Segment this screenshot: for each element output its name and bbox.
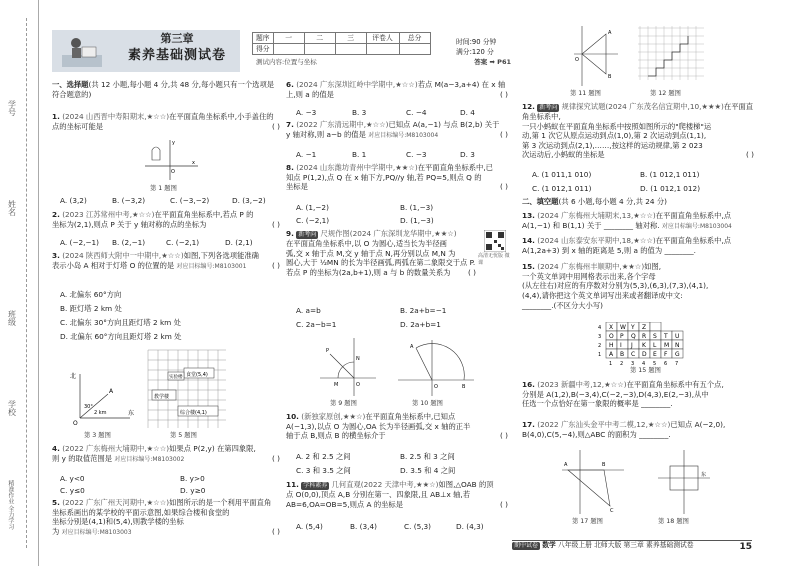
svg-text:x: x (192, 160, 195, 166)
grid-letter: L (653, 342, 657, 349)
figure-q11-triangle (572, 24, 620, 88)
option-c[interactable]: C. 2a−b=1 (296, 320, 337, 329)
question-text: y 轴对称,则 a−b 的值是 (286, 129, 366, 139)
option-c[interactable]: C. (−2,1) (296, 216, 330, 225)
question-text[interactable]: B(4,0),C(5,−4),则△ABC 的面积为 ________. (522, 429, 671, 439)
question-number: 12. (522, 102, 535, 111)
question-text: 在平面直角坐标系中,小手盖住的点的坐标可能是 (52, 112, 274, 131)
score-cell: 一 (273, 33, 304, 44)
question-13 (522, 211, 754, 231)
question-text: 坐标分别是(4,1)和(5,4),则教学楼的坐标 (52, 517, 184, 527)
svg-text:A: A (410, 344, 414, 350)
question-source: (2022 广东清远期中,★☆☆) (296, 120, 389, 129)
svg-text:C: C (610, 508, 614, 514)
target-code: 对应目标编号:M8103004 (661, 222, 732, 230)
question-source: 尺规作图(2024 广东深圳龙华期中,★★☆) (320, 229, 457, 238)
question-source: (2024 山西晋中寿阳期末,★☆☆) (62, 112, 170, 121)
class-label: 班级 (7, 310, 17, 326)
svg-text:A: A (608, 30, 612, 36)
question-16 (522, 380, 754, 409)
answer-blank[interactable]: ( ) (467, 267, 476, 277)
question-text: 在平面直角坐标系中,已 (417, 163, 493, 172)
grid-letter: S (653, 333, 657, 340)
question-text: A(−1,3),以点 O 为圆心,OA 长为半径画弧,交 x 轴的正半 (286, 421, 471, 431)
question-6 (286, 80, 508, 99)
question-text[interactable]: A(1,−1) 和 B(1,1) 关于 ________ 轴对称. (522, 220, 660, 230)
page-number: 15 (739, 542, 752, 552)
question-text: 弧,交 x 轴于点 M,交 y 轴于点 N,再分别以点 M,N 为 (286, 248, 456, 258)
option-b[interactable]: B. (−3,2) (112, 196, 146, 205)
grid-letter: F (664, 351, 668, 358)
chapter-number: 第三章 (160, 32, 194, 45)
question-text: (从左往右)对应的有序数对分别为(5,3),(6,3),(7,3),(4,1), (522, 281, 709, 291)
row-label: 1 (598, 352, 602, 358)
question-text: 已知点 A(a,−1) 与点 B(2,b) 关于 (388, 120, 500, 129)
score-cell: 总分 (399, 33, 430, 44)
distance-label: 2 km (94, 410, 107, 416)
figure-caption: 第 11 题图 (570, 90, 601, 97)
option-c[interactable]: C. y≤0 (60, 486, 85, 495)
question-source: (2024 山东泰安东平期中,18,★☆☆) (537, 236, 656, 245)
figure-q1-coordinate-hand (140, 138, 200, 182)
question-text: 上,则 a 的值是 (286, 89, 334, 99)
figure-caption: 第 12 题图 (650, 90, 681, 97)
section-1-header (52, 80, 280, 99)
option-b[interactable]: B. (1,−3) (400, 203, 434, 212)
figure-q18-cross (656, 448, 712, 516)
answer-blank[interactable]: ( ) (271, 526, 280, 536)
question-text: 分别是 A(1,2),B(−3,4),C(−2,−3),D(4,3),E(2,−3),从中 (522, 389, 709, 399)
answer-blank[interactable]: ( ) (499, 89, 508, 99)
question-text: 已知点 A(−2,0), (670, 420, 726, 429)
question-14 (522, 236, 754, 255)
option-c[interactable]: C. (−2,1) (166, 238, 200, 247)
svg-text:O: O (434, 384, 438, 390)
grid-letter: H (609, 342, 614, 349)
binding-line (26, 18, 27, 548)
answer-blank[interactable]: ( ) (271, 219, 280, 229)
grid-letter: A (609, 351, 614, 358)
name-label: 姓名 (7, 200, 17, 216)
grid-letter: O (609, 333, 614, 340)
question-text: 点 O(0,0),顶点 A,B 分别在第一、四象限,且 AB⊥x 轴,若 (286, 489, 471, 499)
question-1 (52, 112, 280, 131)
time-limit: 时间:90 分钟 (456, 38, 497, 46)
north-label: 北 (70, 373, 77, 380)
option-d[interactable]: D. (1,−3) (400, 216, 434, 225)
page-footer (512, 540, 752, 554)
section-desc: (共 12 小题,每小题 4 分,共 48 分,每小题只有一个选项是符合题意的) (52, 80, 275, 99)
question-text: 坐标为(2,1),则点 P 关于 y 轴对称的点的坐标为 (52, 219, 207, 229)
svg-text:B: B (602, 462, 606, 468)
question-number: 6. (286, 80, 294, 89)
figure-q9-construction (318, 336, 378, 398)
row-label: 2 (598, 343, 602, 349)
grid-letter: E (653, 351, 657, 358)
score-cell: 题序 (253, 33, 274, 44)
row-label: 3 (598, 334, 602, 340)
svg-text:东: 东 (701, 472, 707, 478)
figure-caption: 第 18 题图 (658, 518, 689, 525)
grid-letter: Y (631, 324, 635, 331)
question-2 (52, 210, 280, 229)
figure-q12-staircase (636, 24, 706, 88)
question-text: 若点 M(a−3,a+4) 在 x 轴 (417, 80, 506, 89)
figure-q17-triangle (560, 448, 626, 516)
section-2-header (522, 197, 754, 207)
option-a[interactable]: A. (5,4) (296, 522, 323, 531)
answer-blank[interactable]: ( ) (271, 260, 280, 270)
literacy-badge: 学科素养 (303, 482, 328, 489)
question-text: 若点 P 的坐标为(2a,b+1),则 a 与 b 的数量关系为 (286, 267, 451, 277)
score-input[interactable] (304, 44, 335, 55)
figure-caption: 第 17 题图 (572, 518, 603, 525)
svg-text:N: N (356, 356, 360, 362)
qr-caption: 高清无忧版 微课 (478, 253, 510, 266)
grid-letter: U (675, 333, 680, 340)
footer-edition: 北师大版 (594, 541, 622, 549)
grid-letter: R (642, 333, 647, 340)
figure-q3-compass (60, 368, 140, 430)
figure-q10-arc (396, 336, 476, 398)
target-code: 对应目标编号:M8103002 (114, 455, 185, 463)
question-source: (2024 山东潍坊青州中学期中,★★☆) (296, 163, 418, 172)
footer-brand: 期中试卷 (514, 542, 539, 549)
option-a[interactable]: A. (−2,−1) (60, 238, 100, 247)
question-text: 轴于点 B,则点 B 的横坐标介于 (286, 431, 386, 441)
option-b[interactable]: B. 距灯塔 2 km 处 (60, 304, 122, 313)
grid-letter: C (631, 351, 636, 358)
question-number: 3. (52, 251, 60, 260)
question-source: (2022 广东梅州大埔期中,★☆☆) (62, 444, 170, 453)
target-code: 对应目标编号:M8103004 (368, 131, 439, 139)
column-label: 3 (631, 361, 635, 366)
question-17 (522, 420, 754, 439)
question-8 (286, 163, 508, 192)
option-c[interactable]: C. (−3,−2) (170, 196, 210, 205)
target-code: 对应目标编号:M8103001 (176, 262, 247, 270)
question-source: (2022 广东广州天河期中,★☆☆) (62, 498, 170, 507)
question-text: 第 3 次运动到点(2,1),……,按这样的运动规律,第 2 023 (522, 140, 703, 150)
grid-cell (617, 340, 628, 349)
east-label: 东 (128, 410, 135, 417)
grid-letter: I (620, 342, 622, 349)
question-source: (2023 新疆中考,12,★☆☆) (537, 380, 627, 389)
answer-blank[interactable]: ( ) (745, 150, 754, 160)
chapter-banner (52, 30, 240, 72)
figure-caption: 第 5 题图 (170, 432, 197, 439)
question-5 (52, 498, 280, 537)
svg-text:O: O (171, 169, 175, 175)
question-12 (522, 102, 754, 160)
option-d[interactable]: D. (2,1) (225, 238, 253, 247)
question-text: 坐标系画出的某学校的平面示意图,如果综合楼和食堂的 (52, 507, 230, 517)
question-text: 表示小岛 A 相对于灯塔 O 的位置的是 (52, 260, 175, 270)
grid-letter: D (642, 351, 647, 358)
question-text: 在平面直角坐标系中,若点 P 的 (154, 210, 254, 219)
grid-letter: J (631, 342, 633, 349)
new-trend-badge: 新考向 (539, 104, 558, 111)
grid-letter: G (675, 351, 680, 358)
score-input[interactable] (399, 44, 430, 55)
question-text: 如果点 P(2,y) 在第四象限, (169, 444, 256, 453)
figure-caption: 第 1 题图 (150, 185, 177, 192)
option-b[interactable]: B. 3 (352, 108, 367, 117)
option-d[interactable]: D. 3 (460, 150, 475, 159)
option-d[interactable]: D. (3,−2) (232, 196, 266, 205)
question-text: 圆心,大于 ½MN 的长为半径画弧,两弧在第二象限交于点 P. (286, 258, 476, 268)
option-b[interactable]: B. (1 012,1 011) (640, 170, 700, 179)
svg-text:y: y (172, 140, 175, 146)
option-b[interactable]: B. (3,4) (350, 522, 377, 531)
question-4 (52, 444, 280, 464)
question-text: 在平面直角坐标系中,已知点 (365, 412, 456, 421)
question-source: (新独家原创,★★☆) (301, 412, 366, 421)
option-d[interactable]: D. 3.5 和 4 之间 (400, 466, 456, 475)
svg-text:B: B (462, 384, 466, 390)
option-d[interactable]: D. (4,3) (456, 522, 484, 531)
figure-caption: 第 15 题图 (630, 367, 661, 374)
question-text: 则 y 的取值范围是 (52, 453, 113, 463)
question-source: 规律探究试题(2024 广东茂名信宜期中,10,★★★) (561, 102, 724, 111)
question-text: (4,4),请你把这个英文单词写出来或者翻译成中文: (522, 290, 683, 300)
question-text: 在平面直角坐标系中有五个点, (626, 380, 724, 389)
question-source: (2022 广东汕头金平中考二模,12,★☆☆) (537, 420, 671, 429)
question-number: 13. (522, 211, 535, 220)
grid-letter: X (609, 324, 614, 331)
grid-letter: P (620, 333, 624, 340)
option-d[interactable]: D. (1 012,1 012) (640, 184, 701, 193)
option-a[interactable]: A. a=b (296, 306, 321, 315)
column-label: 5 (653, 361, 657, 366)
column-label: 6 (664, 361, 668, 366)
question-source: (2024 陕西师大附中一中期中,★☆☆) (62, 251, 184, 260)
hand-icon (152, 147, 160, 160)
question-text: 坐标是 (286, 182, 308, 192)
question-number: 4. (52, 444, 60, 453)
question-text: 如图, (644, 262, 662, 271)
time-info (456, 37, 496, 57)
question-number: 8. (286, 163, 294, 172)
option-d[interactable]: D. 2a+b=1 (400, 320, 441, 329)
footer-title: 素养基础测试卷 (646, 541, 694, 549)
question-text[interactable]: ________.(不区分大小写) (522, 300, 603, 310)
column-label: 2 (620, 361, 624, 366)
test-scope-line (256, 58, 511, 67)
grid-letter: M (664, 342, 670, 349)
student-id-label: 学号 (7, 100, 17, 116)
score-input[interactable] (273, 44, 304, 55)
question-source: (2023 江苏常州中考,★☆☆) (62, 210, 155, 219)
option-c[interactable]: C. (5,3) (404, 522, 432, 531)
grid-letter: B (620, 351, 625, 358)
footer-grade: 八年级上册 (557, 541, 592, 549)
question-text: AB=6,OA=OB=5,则点 A 的坐标是 (286, 499, 404, 509)
answer-blank[interactable]: ( ) (499, 182, 508, 192)
test-scope: 测试内容:位置与坐标 (256, 58, 317, 66)
qr-code-icon[interactable] (484, 230, 506, 252)
svg-text:M: M (334, 382, 339, 388)
sidebar-logo: 精准作业 全力学习 (6, 480, 14, 530)
option-d[interactable]: D. 北偏东 60°方向且距灯塔 2 km 处 (60, 332, 182, 341)
question-text: 如图,△OAB 的顶 (438, 480, 494, 489)
grid-letter: K (642, 342, 646, 349)
question-15 (522, 262, 754, 310)
question-number: 14. (522, 236, 535, 245)
grid-letter: Z (642, 324, 647, 331)
target-code: 对应目标编号:M8103003 (61, 528, 132, 536)
figure-caption: 第 10 题图 (412, 400, 443, 407)
row-label: 4 (598, 325, 602, 331)
question-text: 知点 P(1,2),点 Q 在 x 轴下方,PQ//y 轴,若 PQ=5,则点 Q 的 (286, 172, 482, 182)
option-c[interactable]: C. −3 (406, 150, 427, 159)
complex-building-label: 综合楼(4,1) (180, 410, 207, 416)
option-b[interactable]: B. 2.5 和 3 之间 (400, 452, 455, 461)
svg-text:P: P (326, 348, 330, 354)
point-o-label: O (73, 420, 78, 427)
question-text: 次运动后,小蚂蚁的坐标是 (522, 150, 605, 160)
binding-margin (0, 0, 39, 566)
question-text: 为 (52, 526, 60, 536)
score-cell: 三 (335, 33, 366, 44)
section-desc: (共 6 小题,每小题 4 分,共 24 分) (558, 197, 667, 206)
footer-chapter: 第三章 (623, 541, 644, 549)
option-d[interactable]: D. y≥0 (180, 486, 206, 495)
score-input[interactable] (366, 44, 399, 55)
score-cell: 二 (304, 33, 335, 44)
score-cell: 评卷人 (366, 33, 399, 44)
question-text: 一只小蚂蚁在平面直角坐标系中按照如图所示的"爬楼梯"运 (522, 121, 712, 131)
grid-letter: Q (631, 333, 636, 340)
question-source: (2024 广东梅州丰顺期中,★★☆) (537, 262, 645, 271)
grid-letter: T (664, 333, 668, 340)
option-a[interactable]: A. (1,−2) (296, 203, 329, 212)
school-label: 学校 (7, 400, 17, 416)
question-text: 如图所示的是一个利用平面直角 (169, 498, 272, 507)
grid-cell (650, 322, 661, 331)
svg-text:B: B (608, 74, 612, 80)
question-text: 一个英文单词中用网格表示出来,各个字母 (522, 271, 656, 281)
svg-text:O: O (575, 57, 579, 63)
question-text: 动,第 1 次它从原点运动到点(1,0),第 2 次运动到点(1,1), (522, 131, 707, 141)
lab-building-label: 实验楼 (169, 375, 183, 380)
section-title: 二、填空题 (522, 197, 559, 206)
canteen-label: 食堂(5,4) (186, 372, 208, 378)
figure-q15-letter-grid (596, 322, 696, 366)
column-label: 7 (675, 361, 679, 366)
option-c[interactable]: C. 北偏东 30°方向且距灯塔 2 km 处 (60, 318, 181, 327)
question-number: 5. (52, 498, 60, 507)
answer-blank[interactable]: ( ) (271, 453, 280, 463)
question-source: (2024 广东梅州大埔期末,13,★☆☆) (537, 211, 656, 220)
figure-q5-school-map (146, 348, 228, 430)
grid-letter: W (620, 324, 626, 331)
new-trend-badge: 新考向 (298, 231, 317, 238)
question-text[interactable]: A(1,2a+3) 到 x 轴的距离是 5,则 a 的值为 ________. (522, 245, 696, 255)
question-text[interactable]: 任选一个点恰好在第一象限的概率是 ________. (522, 399, 673, 409)
score-input[interactable] (335, 44, 366, 55)
question-11 (286, 480, 508, 509)
question-number: 2. (52, 210, 60, 219)
question-9 (286, 229, 476, 277)
option-a[interactable]: A. (1 011,1 010) (532, 170, 592, 179)
option-a[interactable]: A. −3 (296, 108, 317, 117)
question-text: 在平面直角坐标系中, (522, 102, 754, 121)
question-text: 在平面直角坐标系中,以 O 为圆心,适当长为半径画 (286, 238, 447, 248)
column-label: 1 (609, 361, 613, 366)
question-text: 如图,下列各选项能准确 (183, 251, 259, 260)
footer-subject: 数学 (542, 541, 556, 549)
option-c[interactable]: C. 3 和 3.5 之间 (296, 466, 351, 475)
answer-reference: 答案 ➡ P61 (474, 58, 511, 66)
full-score: 满分:120 分 (456, 48, 494, 57)
option-a[interactable]: A. −1 (296, 150, 317, 159)
teaching-building-label: 教学楼 (154, 394, 170, 400)
question-text: 在平面直角坐标系中,点 (655, 211, 732, 220)
option-a[interactable]: A. y<0 (60, 474, 85, 483)
option-b[interactable]: B. 2a+b=−1 (400, 306, 447, 315)
point-a-label: A (109, 388, 114, 395)
question-source: (2024 广东深圳红岭中学期中,★☆☆) (296, 80, 418, 89)
option-b[interactable]: B. (2,−1) (112, 238, 146, 247)
score-cell: 得分 (253, 44, 274, 55)
question-source: 几何直观(2022 天津中考,★★☆) (331, 480, 439, 489)
question-number: 7. (286, 120, 294, 129)
grid-cell (628, 340, 639, 349)
option-a[interactable]: A. 北偏东 60°方向 (60, 290, 122, 299)
figure-caption: 第 9 题图 (330, 400, 357, 407)
question-number: 15. (522, 262, 535, 271)
test-title: 素养基础测试卷 (127, 48, 226, 63)
grid-letter: N (675, 342, 680, 349)
question-number: 1. (52, 112, 60, 121)
option-a[interactable]: A. 2 和 2.5 之间 (296, 452, 351, 461)
option-d[interactable]: D. 4 (460, 108, 475, 117)
score-table (252, 32, 431, 55)
answer-blank[interactable]: ( ) (499, 499, 508, 509)
student-illustration-icon (56, 33, 108, 71)
question-number: 11. (286, 480, 299, 489)
column-label: 4 (642, 361, 646, 366)
svg-text:A: A (564, 462, 568, 468)
question-number: 9. (286, 229, 294, 238)
option-c[interactable]: C. −4 (406, 108, 427, 117)
question-7 (286, 120, 508, 140)
answer-blank[interactable]: ( ) (499, 129, 508, 139)
answer-blank[interactable]: ( ) (271, 121, 280, 131)
question-3 (52, 251, 280, 271)
question-number: 17. (522, 420, 535, 429)
option-c[interactable]: C. (1 012,1 011) (532, 184, 592, 193)
option-a[interactable]: A. (3,2) (60, 196, 87, 205)
angle-label: 30° (84, 404, 93, 410)
option-b[interactable]: B. 1 (352, 150, 367, 159)
figure-caption: 第 3 题图 (84, 432, 111, 439)
question-10 (286, 412, 508, 441)
option-b[interactable]: B. y>0 (180, 474, 205, 483)
question-number: 10. (286, 412, 299, 421)
question-number: 16. (522, 380, 535, 389)
question-text: 在平面直角坐标系中,点 (655, 236, 732, 245)
section-title: 一、选择题 (52, 80, 89, 89)
svg-text:O: O (356, 382, 360, 388)
answer-blank[interactable]: ( ) (499, 431, 508, 441)
